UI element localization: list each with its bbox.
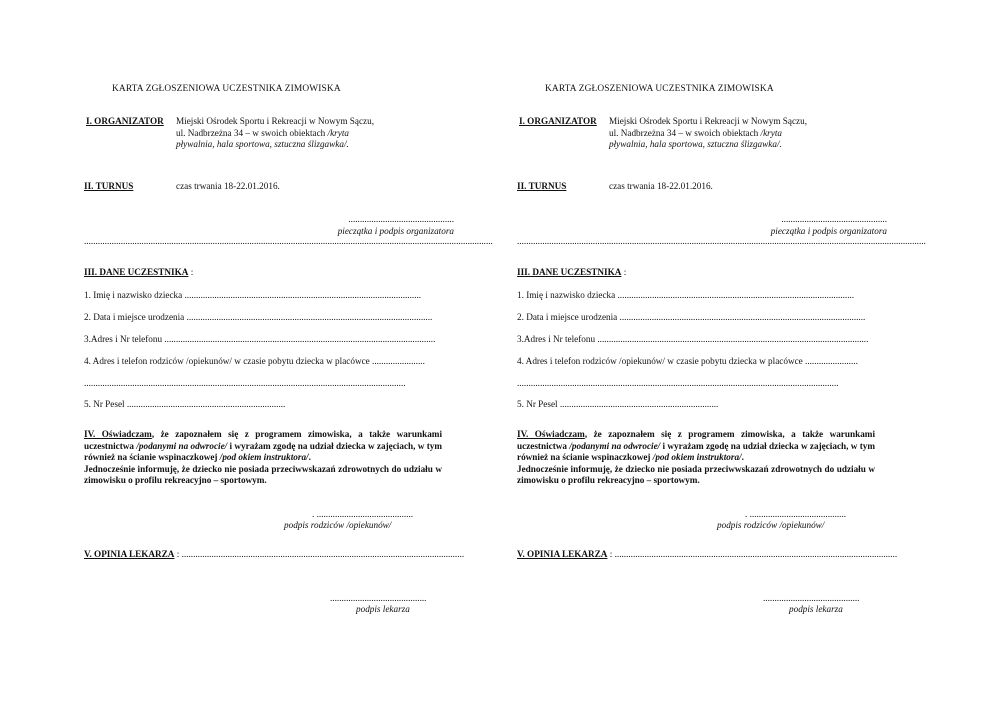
declaration-health-statement: Jednocześnie informuję, że dziecko nie posiada przeciwwskazań zdrowotnych do udziału w zimowisku o profilu rekreacyjno – sportowym.: [517, 463, 875, 486]
doctor-signature-line[interactable]: ..........................................: [763, 593, 860, 603]
registration-card-right: [517, 0, 926, 701]
organizer-line-2: [609, 128, 807, 140]
organizer-label: I. ORGANIZATOR: [86, 116, 164, 126]
declaration-text-3: .: [308, 452, 311, 463]
doctor-opinion-field[interactable]: [84, 549, 465, 561]
organizer-line-1: Miejski Ośrodek Sportu i Rekreacji w Nowym Sączu,: [176, 116, 375, 126]
participant-data-label: III. DANE UCZESTNIKA: [517, 267, 622, 277]
field-child-name[interactable]: 1. Imię i nazwisko dziecka .......................................................................................................: [517, 290, 855, 300]
card-title: KARTA ZGŁOSZENIOWA UCZESTNIKA ZIMOWISKA: [112, 84, 341, 94]
organizer-line-2-text: ul. Nadbrzeżna 34 – w swoich obiektach: [176, 127, 328, 138]
registration-card-left: [84, 0, 493, 701]
card-title: KARTA ZGŁOSZENIOWA UCZESTNIKA ZIMOWISKA: [545, 84, 774, 94]
organizer-line-1: Miejski Ośrodek Sportu i Rekreacji w Nowym Sączu,: [609, 116, 808, 126]
stamp-label: pieczątka i podpis organizatora: [337, 226, 454, 236]
declaration-health-statement: Jednocześnie informuję, że dziecko nie posiada przeciwwskazań zdrowotnych do udziału w zimowisku o profilu rekreacyjno – sportowym.: [84, 463, 442, 486]
organizer-line-3: pływalnia, hala sportowa, sztuczna ślizgawka/.: [176, 139, 349, 149]
organizer-text: [176, 116, 374, 151]
declaration-label: IV. Oświadczam: [517, 429, 585, 439]
field-parents-contact[interactable]: 4. Adres i telefon rodziców /opiekunów/ w czasie pobytu dziecka w placówce .......................: [517, 356, 858, 366]
participant-data-label: III. DANE UCZESTNIKA: [84, 267, 189, 277]
stamp-label: pieczątka i podpis organizatora: [770, 226, 887, 236]
declaration-label: IV. Oświadczam: [84, 429, 152, 439]
doctor-signature-label: podpis lekarza: [789, 604, 843, 614]
declaration-italic-2: /pod okiem instruktora/: [219, 452, 309, 463]
turnus-text: czas trwania 18-22.01.2016.: [609, 181, 713, 191]
organizer-line-2-italic: /kryta: [327, 127, 349, 138]
parent-signature-label: podpis rodziców /opiekunów/: [284, 520, 392, 530]
doctor-opinion-dots: : ...........................................................................................................................: [607, 549, 898, 559]
participant-data-heading: [517, 267, 626, 279]
doctor-opinion-label: V. OPINIA LEKARZA: [517, 549, 608, 559]
organizer-line-2-italic: /kryta: [760, 127, 782, 138]
declaration-paragraph: [84, 429, 442, 487]
field-pesel[interactable]: 5. Nr Pesel .....................................................................: [517, 399, 719, 409]
declaration-text-3: .: [741, 452, 744, 463]
declaration-italic-2: /pod okiem instruktora/: [652, 452, 742, 463]
doctor-opinion-field[interactable]: [517, 549, 898, 561]
declaration-text-1: , że zapoznałem się z programem zimowiska, a także warunkami uczestnictwa: [84, 429, 443, 451]
declaration-text-1: , że zapoznałem się z programem zimowiska, a także warunkami uczestnictwa: [517, 429, 876, 451]
declaration-paragraph: [517, 429, 875, 487]
turnus-label: II. TURNUS: [517, 181, 567, 191]
participant-data-colon: :: [621, 267, 627, 277]
organizer-line-2-text: ul. Nadbrzeżna 34 – w swoich obiektach: [609, 127, 761, 138]
declaration-text-2: i wyrażam zgodę na udział dziecka w zajęciach, w tym również na ścianie wspinaczkowej: [517, 440, 876, 463]
doctor-signature-line[interactable]: ..........................................: [330, 593, 427, 603]
doctor-opinion-dots: : ...........................................................................................................................: [174, 549, 465, 559]
field-child-name[interactable]: 1. Imię i nazwisko dziecka .......................................................................................................: [84, 290, 422, 300]
turnus-text: czas trwania 18-22.01.2016.: [176, 181, 280, 191]
doctor-signature-label: podpis lekarza: [356, 604, 410, 614]
organizer-label: I. ORGANIZATOR: [519, 116, 597, 126]
field-parents-contact-continued[interactable]: ............................................................................................................................................: [517, 378, 839, 388]
organizer-line-2: [176, 128, 374, 140]
field-parents-contact[interactable]: 4. Adres i telefon rodziców /opiekunów/ w czasie pobytu dziecka w placówce .......................: [84, 356, 425, 366]
participant-data-colon: :: [188, 267, 194, 277]
parent-signature-label: podpis rodziców /opiekunów/: [717, 520, 825, 530]
field-birth-date-place[interactable]: 2. Data i miejsce urodzenia ...........................................................................................................: [84, 312, 433, 322]
doctor-opinion-label: V. OPINIA LEKARZA: [84, 549, 175, 559]
stamp-signature-line[interactable]: ..............................................: [781, 214, 887, 224]
declaration-text-2: i wyrażam zgodę na udział dziecka w zajęciach, w tym również na ścianie wspinaczkowej: [84, 440, 443, 463]
field-address-phone[interactable]: 3.Adres i Nr telefonu ......................................................................................................................: [84, 334, 436, 344]
separator-dotted-line: ..................................................................................................................................................................................: [84, 236, 493, 246]
organizer-text: [609, 116, 807, 151]
field-birth-date-place[interactable]: 2. Data i miejsce urodzenia ...........................................................................................................: [517, 312, 866, 322]
declaration-italic-1: /podanymi na odwrocie/: [136, 440, 228, 451]
declaration-italic-1: /podanymi na odwrocie/: [569, 440, 661, 451]
organizer-line-3: pływalnia, hala sportowa, sztuczna ślizgawka/.: [609, 139, 782, 149]
participant-data-heading: [84, 267, 193, 279]
parent-signature-line[interactable]: . ..........................................: [745, 509, 847, 519]
separator-dotted-line: ..................................................................................................................................................................................: [517, 236, 926, 246]
field-address-phone[interactable]: 3.Adres i Nr telefonu ......................................................................................................................: [517, 334, 869, 344]
parent-signature-line[interactable]: . ..........................................: [312, 509, 414, 519]
turnus-label: II. TURNUS: [84, 181, 134, 191]
field-pesel[interactable]: 5. Nr Pesel .....................................................................: [84, 399, 286, 409]
field-parents-contact-continued[interactable]: ............................................................................................................................................: [84, 378, 406, 388]
stamp-signature-line[interactable]: ..............................................: [348, 214, 454, 224]
